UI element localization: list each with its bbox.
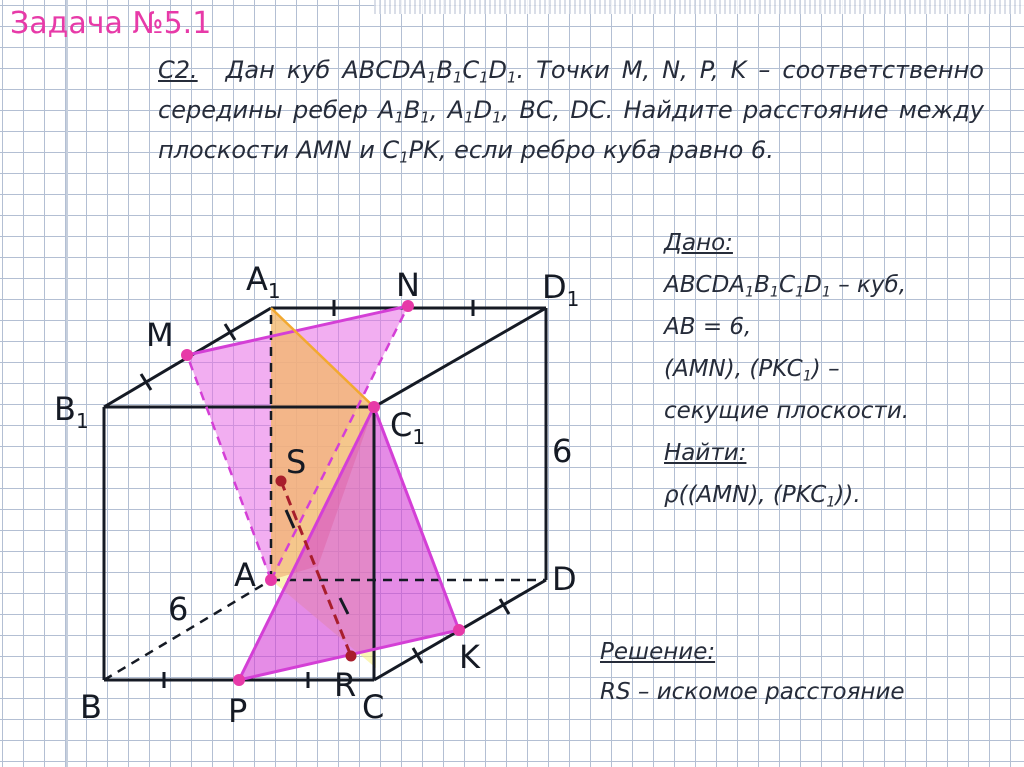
- given-block: [664, 222, 1004, 516]
- point-s: [276, 476, 287, 487]
- label-d: D: [552, 560, 577, 598]
- point-c1: [368, 401, 380, 413]
- tick-b1m: [141, 374, 151, 390]
- label-c: C: [362, 688, 385, 726]
- find-heading: Найти:: [664, 440, 747, 466]
- label-b1: $B_1$: [54, 390, 89, 433]
- point-p: [233, 674, 245, 686]
- problem-text: Дан куб $ABCDA_1B_1C_1D_1$. Точки M, N, P, K – соответственно середины ребер $A_1B_1$, $A_1D_1$, BC, DC. Найдите расстояние между плоскости AMN и $C_1PK$, если ребро куба равно 6.: [158, 56, 984, 167]
- tick-ma1: [225, 324, 235, 340]
- edge-c1d1: [374, 308, 546, 407]
- solution-block: [600, 632, 1020, 712]
- label-s: S: [286, 443, 307, 481]
- point-a: [265, 574, 277, 586]
- label-c1: $C_1$: [390, 406, 426, 449]
- label-p: P: [228, 692, 248, 730]
- label-r: R: [334, 666, 357, 704]
- label-a: A: [234, 556, 256, 594]
- solution-heading: Решение:: [600, 639, 716, 665]
- given-line-planes: (AMN), $(PKC_1)$ –: [664, 356, 840, 385]
- problem-label: С2.: [158, 56, 198, 84]
- given-line-edge: AB = 6,: [664, 314, 752, 340]
- edge-length-dd1: 6: [552, 432, 573, 470]
- slide-title: Задача №5.1: [10, 6, 212, 41]
- label-n: N: [396, 266, 420, 304]
- label-a1: $A_1$: [246, 260, 281, 303]
- given-line-cube: $ABCDA_1B_1C_1D_1$ – куб,: [664, 272, 907, 301]
- label-k: K: [459, 638, 480, 676]
- given-heading: Дано:: [664, 230, 733, 256]
- find-expression: ρ((AMN), $(PKC_1)$).: [664, 482, 861, 511]
- label-m: M: [146, 316, 174, 354]
- point-k: [453, 624, 465, 636]
- point-r: [346, 651, 357, 662]
- label-d1: $D_1$: [542, 268, 580, 311]
- label-b: B: [80, 688, 102, 726]
- edge-length-ab: 6: [168, 590, 189, 628]
- solution-text: RS – искомое расстояние: [600, 679, 905, 705]
- point-m: [181, 349, 193, 361]
- given-line-secant: секущие плоскости.: [664, 398, 910, 424]
